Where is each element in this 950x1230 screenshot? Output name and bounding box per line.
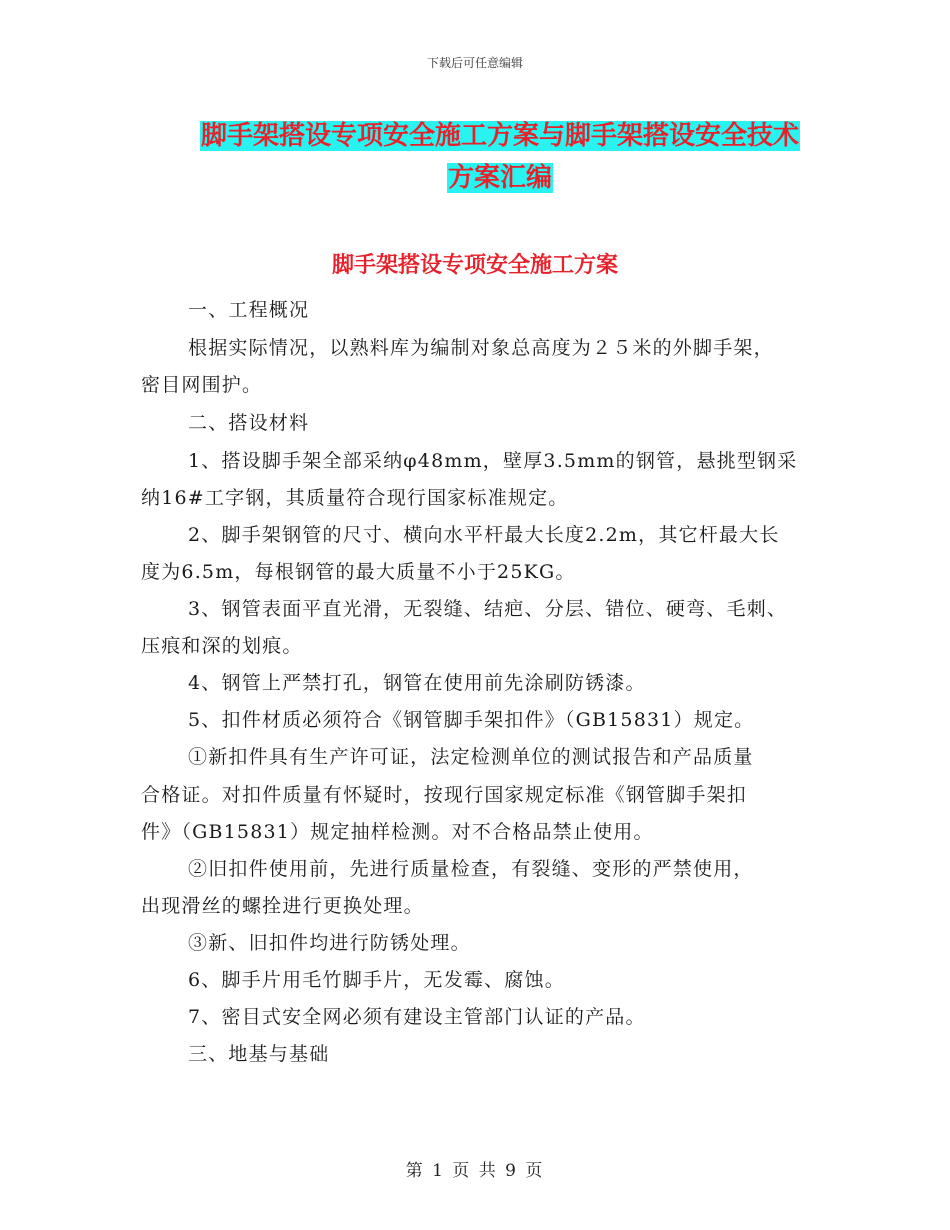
- document-title-line2: [150, 157, 850, 194]
- paragraph-line: 6、脚手片用毛竹脚手片，无发霉、腐蚀。: [188, 969, 565, 991]
- page-number-footer: 第 1 页 共 9 页: [405, 1161, 545, 1181]
- paragraph-line: ③新、旧扣件均进行防锈处理。: [188, 932, 471, 954]
- paragraph-line: ②旧扣件使用前，先进行质量检查，有裂缝、变形的严禁使用，: [188, 858, 754, 880]
- paragraph-line: 3、钢管表面平直光滑，无裂缝、结疤、分层、错位、硬弯、毛刺、: [188, 598, 788, 620]
- paragraph-line: 压痕和深的划痕。: [141, 635, 303, 657]
- paragraph-line: 出现滑丝的螺拴进行更换处理。: [141, 895, 424, 917]
- heading-materials: 二、搭设材料: [188, 412, 310, 434]
- paragraph-line: 根据实际情况，以熟料库为编制对象总高度为２５米的外脚手架，: [188, 337, 774, 359]
- paragraph-line: 4、钢管上严禁打孔，钢管在使用前先涂刷防锈漆。: [188, 672, 646, 694]
- paragraph-line: 纳16#工字钢，其质量符合现行国家标准规定。: [141, 487, 569, 509]
- paragraph-line: 1、搭设脚手架全部采纳φ48mm，壁厚3.5mm的钢管，悬挑型钢采: [188, 450, 798, 472]
- paragraph-line: 7、密目式安全网必须有建设主管部门认证的产品。: [188, 1006, 646, 1028]
- title-highlight: 方案汇编: [447, 163, 552, 193]
- heading-foundation: 三、地基与基础: [188, 1043, 330, 1065]
- header-note: 下载后可任意编辑: [426, 56, 523, 70]
- document-title-line1: [150, 115, 850, 152]
- paragraph-line: 5、扣件材质必须符合《钢管脚手架扣件》（GB15831）规定。: [188, 709, 755, 731]
- paragraph-line: ①新扣件具有生产许可证，法定检测单位的测试报告和产品质量: [188, 746, 754, 768]
- heading-overview: 一、工程概况: [188, 299, 310, 321]
- paragraph-line: 合格证。对扣件质量有怀疑时，按现行国家规定标准《钢管脚手架扣: [141, 784, 748, 806]
- paragraph-line: 密目网围护。: [141, 374, 263, 396]
- section-title: 脚手架搭设专项安全施工方案: [331, 253, 618, 278]
- paragraph-line: 件》（GB15831）规定抽样检测。对不合格品禁止使用。: [141, 821, 654, 843]
- paragraph-line: 度为6.5m，每根钢管的最大质量不小于25KG。: [141, 561, 576, 583]
- title-highlight: 脚手架搭设专项安全施工方案与脚手架搭设安全技术: [200, 121, 799, 151]
- paragraph-line: 2、脚手架钢管的尺寸、横向水平杆最大长度2.2m，其它杆最大长: [188, 524, 780, 546]
